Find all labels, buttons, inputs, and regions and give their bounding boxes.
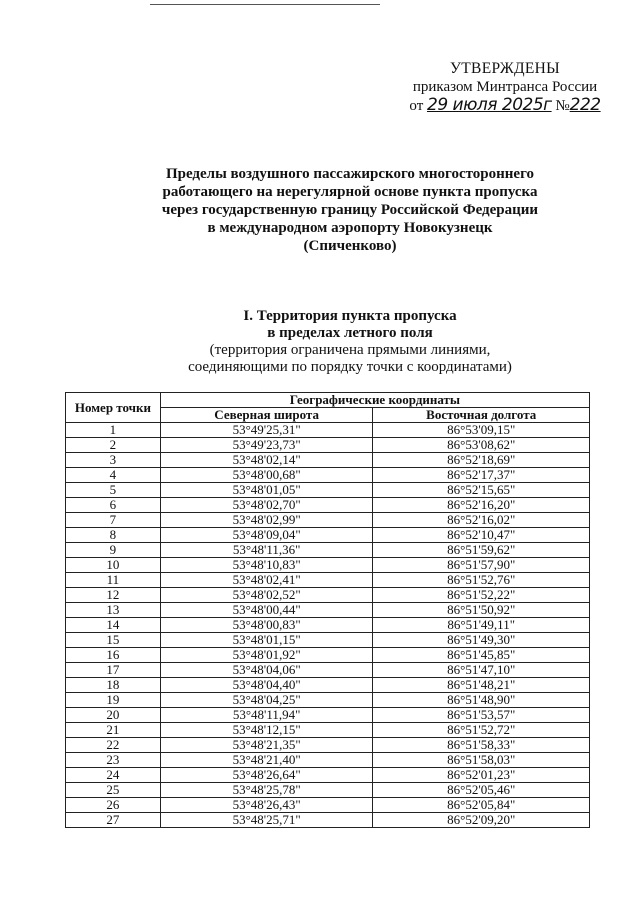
longitude-cell: 86°52'10,47" [373,528,590,543]
table-row [66,588,590,603]
coordinates-table [65,392,590,828]
point-number-cell: 20 [66,708,161,723]
point-number-cell: 13 [66,603,161,618]
point-number-cell: 15 [66,633,161,648]
point-number-cell: 27 [66,813,161,828]
section-note-1: (территория ограничена прямыми линиями, [209,342,491,358]
latitude-cell: 53°48'11,36" [160,543,373,558]
section-title: I. Территория пункта пропуска [243,308,457,324]
latitude-cell: 53°48'09,04" [160,528,373,543]
latitude-cell: 53°48'02,99" [160,513,373,528]
latitude-cell: 53°48'26,43" [160,798,373,813]
point-number-cell: 10 [66,558,161,573]
point-number-cell: 24 [66,768,161,783]
table-row [66,618,590,633]
longitude-cell: 86°51'49,11" [373,618,590,633]
latitude-cell: 53°48'11,94" [160,708,373,723]
longitude-cell: 86°51'57,90" [373,558,590,573]
table-row [66,603,590,618]
latitude-cell: 53°48'02,52" [160,588,373,603]
table-row [66,798,590,813]
point-number-cell: 17 [66,663,161,678]
section-note-2: соединяющими по порядку точки с координатами) [188,359,512,375]
section-subtitle: в пределах летного поля [267,325,433,341]
point-number-cell: 14 [66,618,161,633]
table-row [66,528,590,543]
latitude-cell: 53°48'00,68" [160,468,373,483]
point-number-cell: 3 [66,453,161,468]
table-row [66,648,590,663]
approval-word: УТВЕРЖДЕНЫ [450,60,560,77]
longitude-cell: 86°52'01,23" [373,768,590,783]
table-row [66,708,590,723]
table-row [66,753,590,768]
longitude-cell: 86°52'15,65" [373,483,590,498]
latitude-cell: 53°48'00,44" [160,603,373,618]
document-title: Пределы воздушного пассажирского многостороннего работающего на нерегулярной основе пункта пропуска через государственную границу Российской Федерации в международном аэропорту Новокузнецк (Спиченково) [161,166,539,254]
point-number-cell: 1 [66,423,161,438]
latitude-cell: 53°48'21,35" [160,738,373,753]
longitude-cell: 86°52'16,20" [373,498,590,513]
table-row [66,468,590,483]
latitude-cell: 53°48'25,71" [160,813,373,828]
header-latitude: Северная широта [160,408,373,423]
latitude-cell: 53°48'04,40" [160,678,373,693]
point-number-cell: 16 [66,648,161,663]
longitude-cell: 86°52'17,37" [373,468,590,483]
longitude-cell: 86°51'50,92" [373,603,590,618]
approval-order-line [400,96,610,115]
table-row [66,423,590,438]
latitude-cell: 53°48'04,25" [160,693,373,708]
latitude-cell: 53°48'25,78" [160,783,373,798]
latitude-cell: 53°49'23,73" [160,438,373,453]
longitude-cell: 86°52'16,02" [373,513,590,528]
point-number-cell: 23 [66,753,161,768]
table-row [66,543,590,558]
latitude-cell: 53°48'02,41" [160,573,373,588]
longitude-cell: 86°53'09,15" [373,423,590,438]
section-heading [150,308,550,376]
point-number-cell: 6 [66,498,161,513]
latitude-cell: 53°48'02,70" [160,498,373,513]
table-row [66,693,590,708]
point-number-cell: 26 [66,798,161,813]
table-row [66,723,590,738]
latitude-cell: 53°48'00,83" [160,618,373,633]
table-row [66,573,590,588]
table-row [66,678,590,693]
longitude-cell: 86°51'45,85" [373,648,590,663]
longitude-cell: 86°52'18,69" [373,453,590,468]
latitude-cell: 53°48'04,06" [160,663,373,678]
approval-block [400,60,610,115]
point-number-cell: 22 [66,738,161,753]
table-row [66,768,590,783]
longitude-cell: 86°51'49,30" [373,633,590,648]
longitude-cell: 86°52'05,84" [373,798,590,813]
table-row [66,633,590,648]
latitude-cell: 53°48'01,92" [160,648,373,663]
header-longitude: Восточная долгота [373,408,590,423]
table-row [66,783,590,798]
table-row [66,498,590,513]
table-row [66,813,590,828]
point-number-cell: 12 [66,588,161,603]
header-point-number: Номер точки [66,393,161,423]
longitude-cell: 86°51'52,72" [373,723,590,738]
latitude-cell: 53°48'10,83" [160,558,373,573]
longitude-cell: 86°53'08,62" [373,438,590,453]
table-body [66,423,590,828]
table-row [66,438,590,453]
latitude-cell: 53°48'21,40" [160,753,373,768]
latitude-cell: 53°48'12,15" [160,723,373,738]
longitude-cell: 86°51'52,76" [373,573,590,588]
point-number-cell: 8 [66,528,161,543]
longitude-cell: 86°51'48,21" [373,678,590,693]
longitude-cell: 86°51'53,57" [373,708,590,723]
longitude-cell: 86°51'47,10" [373,663,590,678]
header-geo-coordinates: Географические координаты [160,393,589,408]
longitude-cell: 86°51'59,62" [373,543,590,558]
latitude-cell: 53°48'26,64" [160,768,373,783]
point-number-cell: 4 [66,468,161,483]
point-number-cell: 9 [66,543,161,558]
point-number-cell: 25 [66,783,161,798]
handwritten-date: 29 июля 2025г [427,95,552,115]
longitude-cell: 86°52'05,46" [373,783,590,798]
longitude-cell: 86°51'48,90" [373,693,590,708]
date-prefix: от [409,98,424,114]
point-number-cell: 11 [66,573,161,588]
number-prefix: № [555,98,570,114]
longitude-cell: 86°51'58,03" [373,753,590,768]
table-row [66,513,590,528]
table-row [66,483,590,498]
longitude-cell: 86°52'09,20" [373,813,590,828]
latitude-cell: 53°48'01,15" [160,633,373,648]
top-divider [150,4,380,5]
point-number-cell: 19 [66,693,161,708]
point-number-cell: 21 [66,723,161,738]
table-row [66,663,590,678]
table-row [66,738,590,753]
table-row [66,453,590,468]
approval-order: приказом Минтранса России [412,79,598,95]
point-number-cell: 5 [66,483,161,498]
point-number-cell: 18 [66,678,161,693]
latitude-cell: 53°48'02,14" [160,453,373,468]
latitude-cell: 53°49'25,31" [160,423,373,438]
point-number-cell: 7 [66,513,161,528]
longitude-cell: 86°51'52,22" [373,588,590,603]
handwritten-number: 222 [569,95,601,115]
point-number-cell: 2 [66,438,161,453]
table-row [66,558,590,573]
longitude-cell: 86°51'58,33" [373,738,590,753]
latitude-cell: 53°48'01,05" [160,483,373,498]
